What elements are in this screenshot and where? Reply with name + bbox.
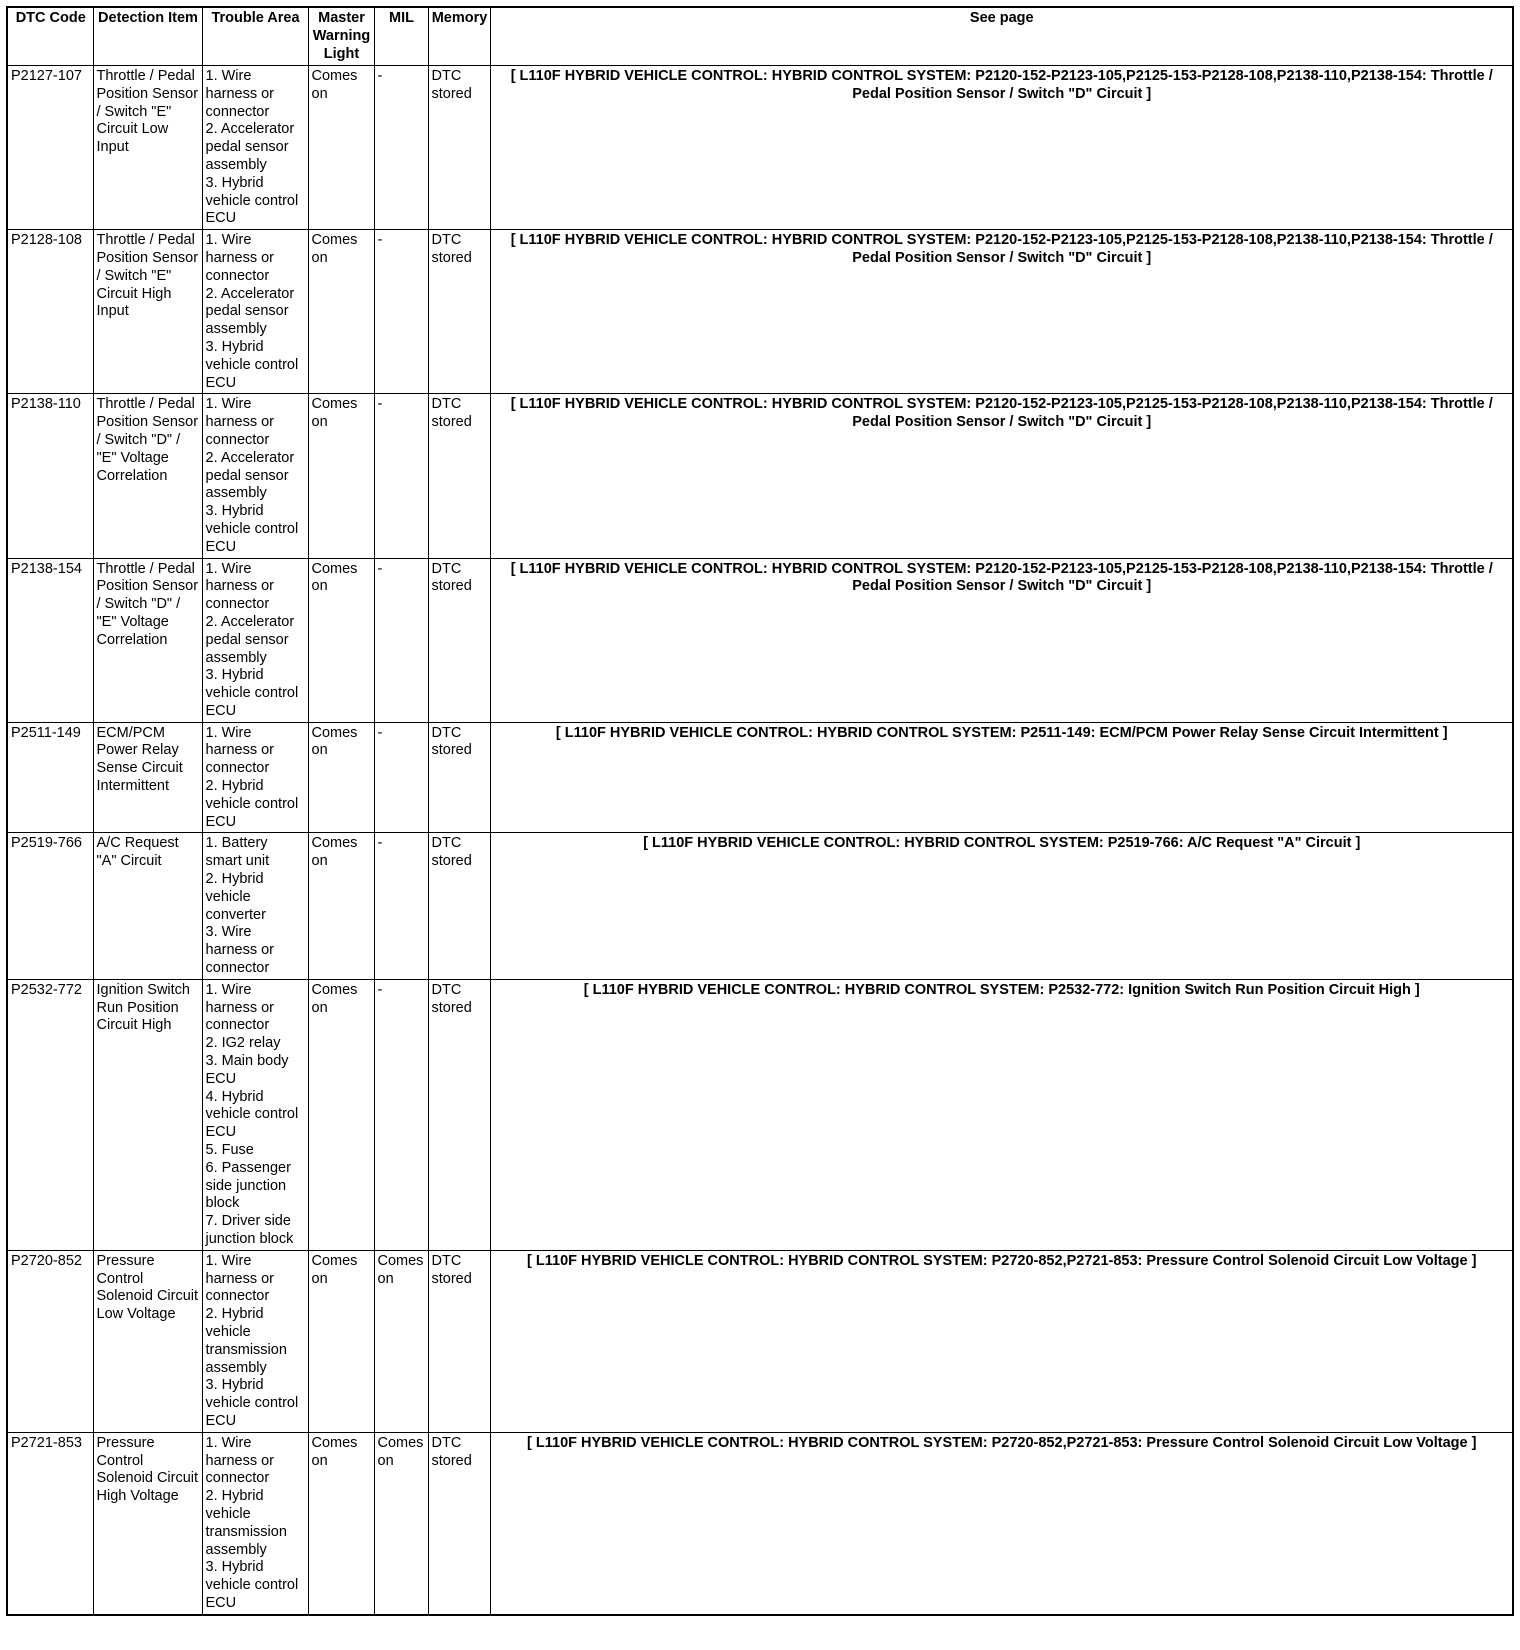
cell-trouble-area: 1. Wire harness or connector 2. Hybrid vehicle transmission assembly 3. Hybrid vehicle control ECU <box>202 1432 308 1614</box>
cell-mil: - <box>374 66 428 230</box>
header-row <box>7 7 1513 66</box>
cell-master-warning-light: Comes on <box>308 1432 374 1614</box>
header-trouble-area: Trouble Area <box>202 7 308 66</box>
cell-see-page-link[interactable]: [ L110F HYBRID VEHICLE CONTROL: HYBRID CONTROL SYSTEM: P2120-152-P2123-105,P2125-153-P2128-108,P2138-110,P2138-154: Throttle / Pedal Position Sensor / Switch "D" Circuit ] <box>490 394 1513 558</box>
cell-see-page-link[interactable]: [ L110F HYBRID VEHICLE CONTROL: HYBRID CONTROL SYSTEM: P2120-152-P2123-105,P2125-153-P2128-108,P2138-110,P2138-154: Throttle / Pedal Position Sensor / Switch "D" Circuit ] <box>490 558 1513 722</box>
cell-trouble-area: 1. Wire harness or connector 2. Hybrid vehicle control ECU <box>202 722 308 833</box>
header-mil: MIL <box>374 7 428 66</box>
cell-trouble-area: 1. Wire harness or connector 2. Accelerator pedal sensor assembly 3. Hybrid vehicle control ECU <box>202 558 308 722</box>
cell-mil: - <box>374 230 428 394</box>
cell-master-warning-light: Comes on <box>308 66 374 230</box>
cell-see-page-link[interactable]: [ L110F HYBRID VEHICLE CONTROL: HYBRID CONTROL SYSTEM: P2519-766: A/C Request "A" Circuit ] <box>490 833 1513 979</box>
cell-memory: DTC stored <box>428 394 490 558</box>
cell-detection-item: Throttle / Pedal Position Sensor / Switch "E" Circuit High Input <box>93 230 202 394</box>
cell-see-page-link[interactable]: [ L110F HYBRID VEHICLE CONTROL: HYBRID CONTROL SYSTEM: P2511-149: ECM/PCM Power Relay Sense Circuit Intermittent ] <box>490 722 1513 833</box>
cell-see-page-link[interactable]: [ L110F HYBRID VEHICLE CONTROL: HYBRID CONTROL SYSTEM: P2120-152-P2123-105,P2125-153-P2128-108,P2138-110,P2138-154: Throttle / Pedal Position Sensor / Switch "D" Circuit ] <box>490 66 1513 230</box>
header-see-page: See page <box>490 7 1513 66</box>
cell-dtc-code: P2127-107 <box>7 66 93 230</box>
cell-master-warning-light: Comes on <box>308 558 374 722</box>
cell-detection-item: Pressure Control Solenoid Circuit High Voltage <box>93 1432 202 1614</box>
cell-trouble-area: 1. Wire harness or connector 2. IG2 relay 3. Main body ECU 4. Hybrid vehicle control ECU 5. Fuse 6. Passenger side junction block 7. Driver side junction block <box>202 979 308 1250</box>
header-master-warning-light: Master Warning Light <box>308 7 374 66</box>
cell-memory: DTC stored <box>428 1432 490 1614</box>
cell-mil: Comes on <box>374 1432 428 1614</box>
table-row <box>7 394 1513 558</box>
dtc-document <box>6 6 1514 1616</box>
cell-memory: DTC stored <box>428 833 490 979</box>
cell-memory: DTC stored <box>428 979 490 1250</box>
table-row <box>7 230 1513 394</box>
cell-master-warning-light: Comes on <box>308 230 374 394</box>
cell-mil: - <box>374 979 428 1250</box>
cell-see-page-link[interactable]: [ L110F HYBRID VEHICLE CONTROL: HYBRID CONTROL SYSTEM: P2120-152-P2123-105,P2125-153-P2128-108,P2138-110,P2138-154: Throttle / Pedal Position Sensor / Switch "D" Circuit ] <box>490 230 1513 394</box>
cell-see-page-link[interactable]: [ L110F HYBRID VEHICLE CONTROL: HYBRID CONTROL SYSTEM: P2720-852,P2721-853: Pressure Control Solenoid Circuit Low Voltage ] <box>490 1432 1513 1614</box>
cell-memory: DTC stored <box>428 1250 490 1432</box>
cell-dtc-code: P2720-852 <box>7 1250 93 1432</box>
cell-master-warning-light: Comes on <box>308 722 374 833</box>
table-row <box>7 979 1513 1250</box>
cell-master-warning-light: Comes on <box>308 1250 374 1432</box>
cell-dtc-code: P2721-853 <box>7 1432 93 1614</box>
dtc-table <box>6 6 1514 1616</box>
cell-detection-item: A/C Request "A" Circuit <box>93 833 202 979</box>
cell-trouble-area: 1. Battery smart unit 2. Hybrid vehicle converter 3. Wire harness or connector <box>202 833 308 979</box>
cell-mil: - <box>374 833 428 979</box>
table-body <box>7 66 1513 1615</box>
cell-dtc-code: P2519-766 <box>7 833 93 979</box>
cell-dtc-code: P2138-154 <box>7 558 93 722</box>
cell-detection-item: Ignition Switch Run Position Circuit High <box>93 979 202 1250</box>
cell-memory: DTC stored <box>428 230 490 394</box>
cell-master-warning-light: Comes on <box>308 394 374 558</box>
cell-detection-item: ECM/PCM Power Relay Sense Circuit Intermittent <box>93 722 202 833</box>
cell-mil: - <box>374 394 428 558</box>
cell-trouble-area: 1. Wire harness or connector 2. Accelerator pedal sensor assembly 3. Hybrid vehicle control ECU <box>202 66 308 230</box>
cell-trouble-area: 1. Wire harness or connector 2. Accelerator pedal sensor assembly 3. Hybrid vehicle control ECU <box>202 394 308 558</box>
table-row <box>7 833 1513 979</box>
cell-mil: - <box>374 722 428 833</box>
cell-detection-item: Throttle / Pedal Position Sensor / Switch "D" / "E" Voltage Correlation <box>93 394 202 558</box>
cell-detection-item: Throttle / Pedal Position Sensor / Switch "E" Circuit Low Input <box>93 66 202 230</box>
table-row <box>7 1432 1513 1614</box>
cell-dtc-code: P2532-772 <box>7 979 93 1250</box>
cell-memory: DTC stored <box>428 722 490 833</box>
cell-see-page-link[interactable]: [ L110F HYBRID VEHICLE CONTROL: HYBRID CONTROL SYSTEM: P2532-772: Ignition Switch Run Position Circuit High ] <box>490 979 1513 1250</box>
cell-master-warning-light: Comes on <box>308 979 374 1250</box>
header-detection-item: Detection Item <box>93 7 202 66</box>
header-dtc-code: DTC Code <box>7 7 93 66</box>
table-row <box>7 558 1513 722</box>
cell-memory: DTC stored <box>428 558 490 722</box>
cell-detection-item: Throttle / Pedal Position Sensor / Switch "D" / "E" Voltage Correlation <box>93 558 202 722</box>
table-row <box>7 1250 1513 1432</box>
cell-master-warning-light: Comes on <box>308 833 374 979</box>
cell-trouble-area: 1. Wire harness or connector 2. Hybrid vehicle transmission assembly 3. Hybrid vehicle control ECU <box>202 1250 308 1432</box>
cell-dtc-code: P2128-108 <box>7 230 93 394</box>
cell-mil: Comes on <box>374 1250 428 1432</box>
header-memory: Memory <box>428 7 490 66</box>
cell-dtc-code: P2138-110 <box>7 394 93 558</box>
table-row <box>7 722 1513 833</box>
table-row <box>7 66 1513 230</box>
cell-see-page-link[interactable]: [ L110F HYBRID VEHICLE CONTROL: HYBRID CONTROL SYSTEM: P2720-852,P2721-853: Pressure Control Solenoid Circuit Low Voltage ] <box>490 1250 1513 1432</box>
cell-mil: - <box>374 558 428 722</box>
cell-dtc-code: P2511-149 <box>7 722 93 833</box>
table-header <box>7 7 1513 66</box>
cell-trouble-area: 1. Wire harness or connector 2. Accelerator pedal sensor assembly 3. Hybrid vehicle control ECU <box>202 230 308 394</box>
cell-memory: DTC stored <box>428 66 490 230</box>
cell-detection-item: Pressure Control Solenoid Circuit Low Voltage <box>93 1250 202 1432</box>
